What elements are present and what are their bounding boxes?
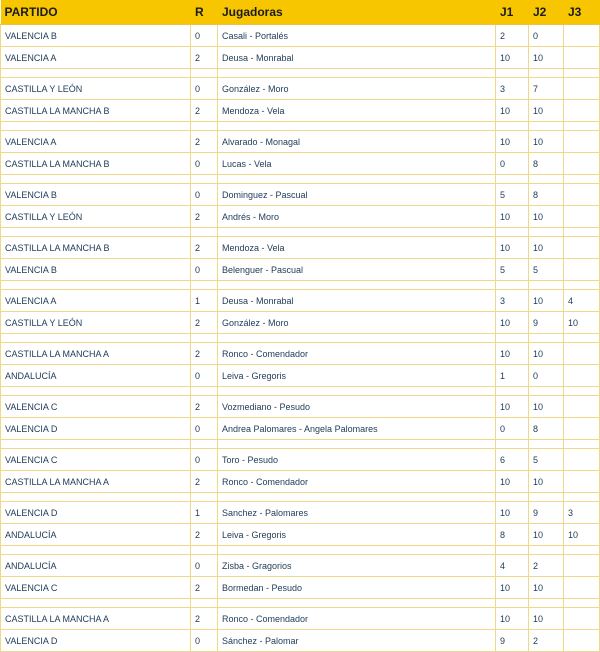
separator-cell: [1, 122, 191, 131]
separator-cell: [564, 387, 600, 396]
game3-cell: [564, 131, 600, 153]
result-cell: 0: [191, 365, 218, 387]
game2-cell: 9: [529, 312, 564, 334]
players-cell: González - Moro: [218, 78, 496, 100]
table-row: [1, 449, 600, 471]
match-separator: [1, 387, 600, 396]
separator-cell: [191, 122, 218, 131]
separator-cell: [1, 387, 191, 396]
separator-cell: [496, 175, 529, 184]
table-row: [1, 524, 600, 546]
separator-cell: [564, 440, 600, 449]
team-cell: CASTILLA LA MANCHA B: [1, 237, 191, 259]
game1-cell: 10: [496, 471, 529, 493]
players-cell: Sánchez - Palomar: [218, 630, 496, 652]
separator-cell: [191, 599, 218, 608]
separator-cell: [529, 440, 564, 449]
game3-cell: [564, 259, 600, 281]
game2-cell: 10: [529, 237, 564, 259]
team-cell: ANDALUCÍA: [1, 524, 191, 546]
match-separator: [1, 175, 600, 184]
game1-cell: 9: [496, 630, 529, 652]
separator-cell: [218, 175, 496, 184]
game2-cell: 0: [529, 365, 564, 387]
game2-cell: 5: [529, 259, 564, 281]
game2-cell: 10: [529, 290, 564, 312]
players-cell: Dominguez - Pascual: [218, 184, 496, 206]
players-cell: Lucas - Vela: [218, 153, 496, 175]
players-cell: Leiva - Gregoris: [218, 365, 496, 387]
team-cell: VALENCIA A: [1, 47, 191, 69]
game2-cell: 7: [529, 78, 564, 100]
separator-cell: [1, 334, 191, 343]
separator-cell: [496, 546, 529, 555]
result-cell: 2: [191, 47, 218, 69]
table-row: [1, 131, 600, 153]
match-separator: [1, 440, 600, 449]
game2-cell: 10: [529, 131, 564, 153]
separator-cell: [1, 69, 191, 78]
team-cell: CASTILLA LA MANCHA B: [1, 100, 191, 122]
game3-cell: [564, 555, 600, 577]
game1-cell: 10: [496, 608, 529, 630]
result-cell: 0: [191, 259, 218, 281]
table-row: [1, 206, 600, 228]
separator-cell: [1, 175, 191, 184]
players-cell: Toro - Pesudo: [218, 449, 496, 471]
game3-cell: [564, 630, 600, 652]
result-cell: 0: [191, 418, 218, 440]
game2-cell: 8: [529, 153, 564, 175]
result-cell: 2: [191, 608, 218, 630]
game1-cell: 0: [496, 418, 529, 440]
game2-cell: 10: [529, 608, 564, 630]
separator-cell: [564, 493, 600, 502]
team-cell: VALENCIA C: [1, 449, 191, 471]
separator-cell: [529, 122, 564, 131]
players-cell: Mendoza - Vela: [218, 100, 496, 122]
game3-cell: 4: [564, 290, 600, 312]
separator-cell: [191, 175, 218, 184]
game2-cell: 10: [529, 343, 564, 365]
game1-cell: 4: [496, 555, 529, 577]
game2-cell: 10: [529, 100, 564, 122]
table-row: [1, 608, 600, 630]
players-cell: Sanchez - Palomares: [218, 502, 496, 524]
table-row: [1, 418, 600, 440]
team-cell: VALENCIA B: [1, 184, 191, 206]
game2-cell: 0: [529, 25, 564, 47]
table-row: [1, 184, 600, 206]
match-separator: [1, 493, 600, 502]
separator-cell: [191, 228, 218, 237]
result-cell: 2: [191, 577, 218, 599]
players-cell: Leiva - Gregoris: [218, 524, 496, 546]
game3-cell: [564, 184, 600, 206]
team-cell: VALENCIA C: [1, 577, 191, 599]
separator-cell: [529, 387, 564, 396]
table-row: [1, 343, 600, 365]
header-j2: J2: [529, 0, 564, 25]
game3-cell: [564, 237, 600, 259]
separator-cell: [1, 599, 191, 608]
separator-cell: [496, 69, 529, 78]
game3-cell: [564, 577, 600, 599]
result-cell: 0: [191, 449, 218, 471]
header-jugadoras: Jugadoras: [218, 0, 496, 25]
match-separator: [1, 228, 600, 237]
team-cell: CASTILLA Y LEÓN: [1, 312, 191, 334]
team-cell: ANDALUCÍA: [1, 365, 191, 387]
game1-cell: 10: [496, 206, 529, 228]
game1-cell: 10: [496, 343, 529, 365]
result-cell: 2: [191, 131, 218, 153]
separator-cell: [564, 69, 600, 78]
players-cell: Belenguer - Pascual: [218, 259, 496, 281]
team-cell: VALENCIA C: [1, 396, 191, 418]
players-cell: Ronco - Comendador: [218, 343, 496, 365]
separator-cell: [529, 228, 564, 237]
results-body: [1, 25, 600, 652]
game1-cell: 2: [496, 25, 529, 47]
players-cell: Bormedan - Pesudo: [218, 577, 496, 599]
table-row: [1, 290, 600, 312]
game1-cell: 10: [496, 577, 529, 599]
players-cell: Ronco - Comendador: [218, 471, 496, 493]
game1-cell: 6: [496, 449, 529, 471]
separator-cell: [218, 440, 496, 449]
team-cell: CASTILLA Y LEÓN: [1, 78, 191, 100]
players-cell: Deusa - Monrabal: [218, 290, 496, 312]
separator-cell: [1, 546, 191, 555]
team-cell: CASTILLA LA MANCHA A: [1, 608, 191, 630]
separator-cell: [529, 175, 564, 184]
match-separator: [1, 69, 600, 78]
table-row: [1, 555, 600, 577]
team-cell: VALENCIA D: [1, 418, 191, 440]
game2-cell: 5: [529, 449, 564, 471]
table-row: [1, 237, 600, 259]
game1-cell: 0: [496, 153, 529, 175]
game3-cell: [564, 206, 600, 228]
game1-cell: 10: [496, 47, 529, 69]
separator-cell: [191, 546, 218, 555]
table-row: [1, 78, 600, 100]
result-cell: 2: [191, 312, 218, 334]
separator-cell: [564, 122, 600, 131]
team-cell: CASTILLA LA MANCHA A: [1, 471, 191, 493]
separator-cell: [564, 334, 600, 343]
game3-cell: [564, 343, 600, 365]
table-row: [1, 47, 600, 69]
header-row: [1, 0, 600, 25]
match-separator: [1, 546, 600, 555]
result-cell: 2: [191, 396, 218, 418]
match-separator: [1, 334, 600, 343]
separator-cell: [218, 334, 496, 343]
separator-cell: [191, 387, 218, 396]
game3-cell: [564, 47, 600, 69]
game3-cell: [564, 25, 600, 47]
separator-cell: [496, 440, 529, 449]
game3-cell: 10: [564, 524, 600, 546]
game3-cell: [564, 449, 600, 471]
players-cell: Ronco - Comendador: [218, 608, 496, 630]
game2-cell: 2: [529, 630, 564, 652]
game3-cell: [564, 418, 600, 440]
game2-cell: 10: [529, 577, 564, 599]
header-r: R: [191, 0, 218, 25]
game2-cell: 10: [529, 396, 564, 418]
result-cell: 1: [191, 502, 218, 524]
separator-cell: [564, 599, 600, 608]
result-cell: 2: [191, 524, 218, 546]
header-j1: J1: [496, 0, 529, 25]
separator-cell: [191, 69, 218, 78]
result-cell: 2: [191, 206, 218, 228]
game2-cell: 10: [529, 47, 564, 69]
table-row: [1, 259, 600, 281]
game2-cell: 10: [529, 524, 564, 546]
separator-cell: [496, 599, 529, 608]
game1-cell: 3: [496, 290, 529, 312]
table-row: [1, 577, 600, 599]
game3-cell: [564, 396, 600, 418]
game2-cell: 2: [529, 555, 564, 577]
match-separator: [1, 122, 600, 131]
separator-cell: [218, 69, 496, 78]
separator-cell: [191, 334, 218, 343]
team-cell: CASTILLA Y LEÓN: [1, 206, 191, 228]
game3-cell: 3: [564, 502, 600, 524]
team-cell: VALENCIA A: [1, 131, 191, 153]
result-cell: 2: [191, 237, 218, 259]
separator-cell: [496, 493, 529, 502]
game1-cell: 10: [496, 312, 529, 334]
separator-cell: [529, 334, 564, 343]
players-cell: Deusa - Monrabal: [218, 47, 496, 69]
separator-cell: [496, 122, 529, 131]
result-cell: 2: [191, 471, 218, 493]
separator-cell: [218, 546, 496, 555]
game1-cell: 3: [496, 78, 529, 100]
players-cell: Mendoza - Vela: [218, 237, 496, 259]
table-row: [1, 312, 600, 334]
result-cell: 1: [191, 290, 218, 312]
separator-cell: [496, 334, 529, 343]
separator-cell: [218, 387, 496, 396]
players-cell: Andrea Palomares - Angela Palomares: [218, 418, 496, 440]
result-cell: 0: [191, 184, 218, 206]
game1-cell: 10: [496, 100, 529, 122]
team-cell: CASTILLA LA MANCHA A: [1, 343, 191, 365]
separator-cell: [218, 599, 496, 608]
game1-cell: 10: [496, 396, 529, 418]
team-cell: VALENCIA D: [1, 630, 191, 652]
separator-cell: [1, 281, 191, 290]
separator-cell: [496, 387, 529, 396]
table-row: [1, 630, 600, 652]
game1-cell: 10: [496, 502, 529, 524]
separator-cell: [496, 281, 529, 290]
separator-cell: [496, 228, 529, 237]
game1-cell: 5: [496, 259, 529, 281]
team-cell: ANDALUCÍA: [1, 555, 191, 577]
game2-cell: 10: [529, 471, 564, 493]
team-cell: CASTILLA LA MANCHA B: [1, 153, 191, 175]
separator-cell: [564, 175, 600, 184]
separator-cell: [1, 228, 191, 237]
result-cell: 0: [191, 555, 218, 577]
result-cell: 2: [191, 100, 218, 122]
separator-cell: [191, 440, 218, 449]
separator-cell: [529, 546, 564, 555]
separator-cell: [1, 440, 191, 449]
header-j3: J3: [564, 0, 600, 25]
table-row: [1, 396, 600, 418]
table-row: [1, 100, 600, 122]
separator-cell: [529, 281, 564, 290]
game2-cell: 10: [529, 206, 564, 228]
game2-cell: 8: [529, 418, 564, 440]
players-cell: Casali - Portalés: [218, 25, 496, 47]
team-cell: VALENCIA B: [1, 25, 191, 47]
match-separator: [1, 281, 600, 290]
separator-cell: [218, 493, 496, 502]
separator-cell: [191, 493, 218, 502]
game3-cell: 10: [564, 312, 600, 334]
game1-cell: 8: [496, 524, 529, 546]
game1-cell: 5: [496, 184, 529, 206]
separator-cell: [564, 281, 600, 290]
separator-cell: [218, 281, 496, 290]
table-row: [1, 471, 600, 493]
game3-cell: [564, 608, 600, 630]
table-row: [1, 502, 600, 524]
game2-cell: 9: [529, 502, 564, 524]
team-cell: VALENCIA A: [1, 290, 191, 312]
players-cell: Vozmediano - Pesudo: [218, 396, 496, 418]
result-cell: 0: [191, 25, 218, 47]
separator-cell: [529, 599, 564, 608]
players-cell: Alvarado - Monagal: [218, 131, 496, 153]
separator-cell: [529, 493, 564, 502]
table-row: [1, 153, 600, 175]
players-cell: Andrés - Moro: [218, 206, 496, 228]
table-row: [1, 365, 600, 387]
result-cell: 2: [191, 343, 218, 365]
players-cell: González - Moro: [218, 312, 496, 334]
result-cell: 0: [191, 78, 218, 100]
header-partido: PARTIDO: [1, 0, 191, 25]
game3-cell: [564, 365, 600, 387]
game1-cell: 10: [496, 131, 529, 153]
result-cell: 0: [191, 630, 218, 652]
players-cell: Zisba - Gragorios: [218, 555, 496, 577]
game1-cell: 10: [496, 237, 529, 259]
match-separator: [1, 599, 600, 608]
team-cell: VALENCIA B: [1, 259, 191, 281]
separator-cell: [529, 69, 564, 78]
separator-cell: [564, 228, 600, 237]
separator-cell: [564, 546, 600, 555]
game1-cell: 1: [496, 365, 529, 387]
separator-cell: [1, 493, 191, 502]
separator-cell: [218, 228, 496, 237]
game3-cell: [564, 78, 600, 100]
game2-cell: 8: [529, 184, 564, 206]
result-cell: 0: [191, 153, 218, 175]
game3-cell: [564, 153, 600, 175]
separator-cell: [191, 281, 218, 290]
separator-cell: [218, 122, 496, 131]
game3-cell: [564, 471, 600, 493]
team-cell: VALENCIA D: [1, 502, 191, 524]
table-row: [1, 25, 600, 47]
game3-cell: [564, 100, 600, 122]
